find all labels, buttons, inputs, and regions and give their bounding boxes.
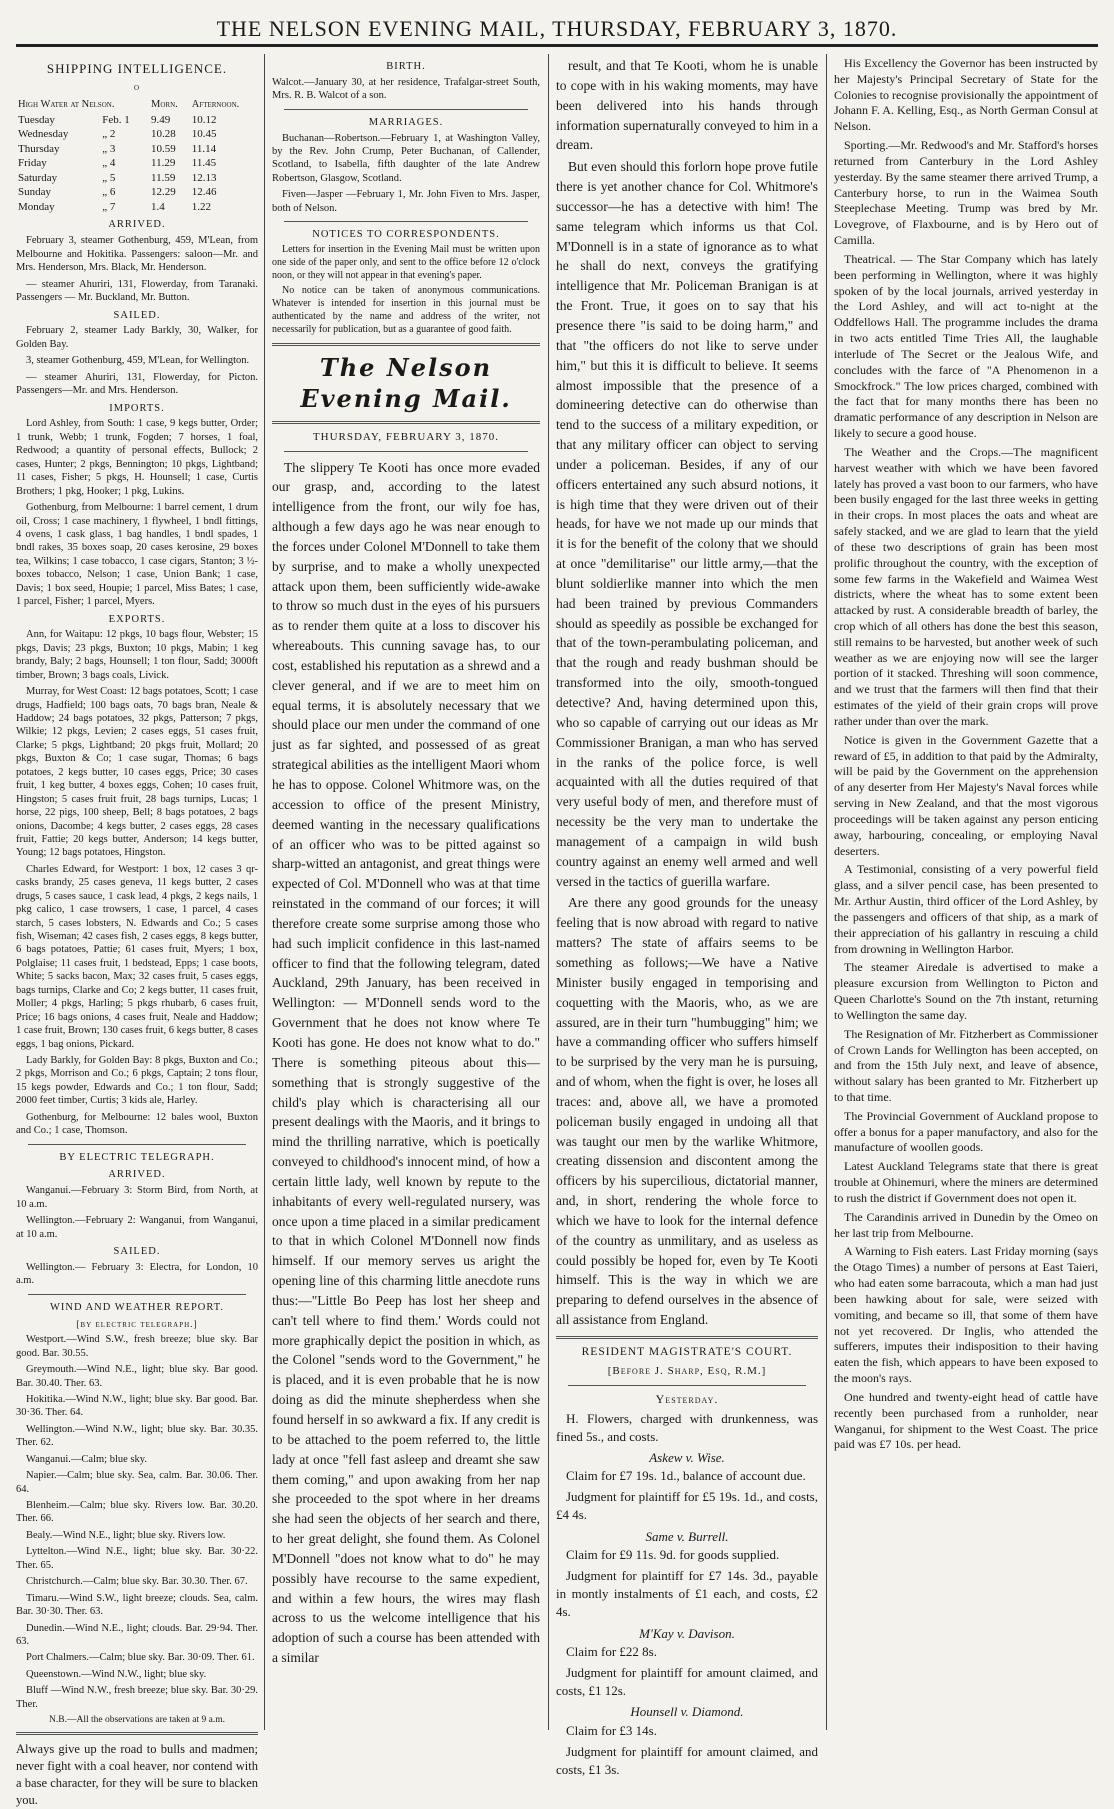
tide-cell: „ 3	[102, 142, 116, 155]
paragraph: Judgment for plaintiff for amount claimed, and costs, £1 3s.	[556, 1743, 818, 1777]
paragraph: A Warning to Fish eaters. Last Friday morning (says the Otago Times) a number of persons at East Taieri, who had eaten some barracouta, which a man had just been hawking about for sale, were seized with vomiting, and became so ill, that some of them have not yet recovered. Dr Inglis, who attended the sufferers, imputes their indisposition to their having eaten the fish, which appears to have been exposed to the moon's rays.	[834, 1244, 1098, 1386]
paragraph: But even should this forlorn hope prove futile there is yet another chance for Col. Whitmore's successor—he has a detective with him! The same telegram which informs us that Col. M'Donnell is in a state of ignorance as to what he shall do next, conveys the gratifying intelligence that Mr. Policeman Branigan is at the Front. True, it goes on to say that his presence there "is said to be doing harm," and that "the officers do not like to serve under him," but this it is difficult to believe. It seems almost impossible that the presence of a domineering detective can do otherwise than tend to the success of a military expedition, or that any military officer can object to serving under a policeman. Besides, if any of our officers entertained any such absurd notions, it is high time that they were driven out of their heads, for have we not made up our minds that it is for the benefit of the colony that we should at once "demilitarise" our little army,—that the blunt soldierlike manner into which the men had been trained by previous Commanders should as speedily as possible be exchanged for that of the town-perambulating policeman, and that the rough and ready bushman should be transformed into the oily, smooth-tongued detective? And, having determined upon this, who so capable of carrying out our ideas as Mr Commissioner Branigan, a man who has served in the ranks of the police force, is well acquainted with all the duties required of that very useful body of men, and therefore must of necessity be the very man to undertake the management of a campaign in wild bush country against an enemy well armed and well versed in the tactics of guerilla warfare.	[556, 159, 818, 889]
tide-cell: 9.49	[151, 113, 171, 126]
court-heading: RESIDENT MAGISTRATE'S COURT.	[581, 1346, 793, 1358]
tide-cell: Monday	[18, 200, 55, 213]
paragraph: Dunedin.—Wind N.E., light; clouds. Bar. 29·94. Ther. 63.	[16, 1622, 258, 1647]
paragraph: Latest Auckland Telegrams state that there is great trouble at Ohinemuri, where the miners are determined to rush the district if Government does not open it.	[834, 1159, 1098, 1205]
paragraph: Judgment for plaintiff for amount claimed, and costs, £1 12s.	[556, 1664, 818, 1699]
paragraph: Claim for £22 8s.	[566, 1643, 657, 1659]
weather-note: N.B.—All the observations are taken at 9 a.m.	[49, 1715, 225, 1726]
tide-header-morn: Morn.	[151, 99, 178, 111]
paragraph: Hokitika.—Wind N.W., light; blue sky. Bar good. Bar. 30·36. Ther. 64.	[16, 1393, 258, 1419]
paragraph: Claim for £9 11s. 9d. for goods supplied.	[566, 1546, 780, 1562]
telegraph-sailed-heading: SAILED.	[113, 1246, 161, 1258]
paragraph: Bealy.—Wind N.E., light; blue sky. Rivers low.	[26, 1529, 226, 1541]
masthead	[0, 0, 1114, 46]
tide-body	[16, 113, 258, 215]
leader-column	[556, 56, 818, 1777]
weather-list	[16, 1333, 258, 1711]
tide-row	[16, 185, 258, 200]
tide-cell: „ 2	[102, 128, 116, 141]
tide-cell: 10.45	[191, 128, 217, 141]
tide-row	[16, 113, 258, 128]
section-rule	[556, 1336, 818, 1339]
exports-heading: EXPORTS.	[108, 613, 166, 625]
paragraph: The Resignation of Mr. Fitzherbert as Commissioner of Crown Lands for Wellington has been accepted, on and from the 15th July next, and leave of absence, without salary has been granted to Mr. Fitzherbert up to that time.	[834, 1026, 1098, 1104]
paragraph: Westport.—Wind S.W., fresh breeze; blue sky. Bar good. Bar. 30.55.	[16, 1334, 258, 1359]
imports-list	[16, 417, 258, 608]
tide-cell: 1.4	[151, 200, 165, 213]
weather-subheading: [by electric telegraph.]	[76, 1319, 198, 1330]
paragraph: Wellington.—Wind N.W., light; blue sky. Bar. 30.35. Ther. 62.	[16, 1423, 258, 1449]
notices-column	[272, 56, 540, 1726]
section-rule	[28, 1144, 246, 1145]
section-rule	[284, 451, 528, 452]
paragraph: One hundred and twenty-eight head of cattle have recently been purchased from a runholder, near Wanganui, for shipment to the West Coast. The price paid was £7 10s. per head.	[834, 1389, 1098, 1452]
tide-cell: Saturday	[18, 171, 58, 184]
tide-cell: „ 4	[102, 157, 116, 170]
sailed-list	[16, 324, 258, 397]
correspondents-heading: NOTICES TO CORRESPONDENTS.	[312, 229, 500, 241]
tide-row	[16, 200, 258, 215]
paragraph: Greymouth.—Wind N.E., light; blue sky. Bar good. Bar. 30.40. Ther. 63.	[16, 1364, 258, 1389]
tide-cell: 11.59	[151, 171, 176, 184]
paragraph: Claim for £3 14s.	[566, 1722, 657, 1738]
paragraph: result, and that Te Kooti, whom he is unable to cope with in his waking moments, may have been delivered into his hands through information supernaturally conveyed to him in a dream.	[556, 58, 818, 153]
tide-header-afternoon: Afternoon.	[191, 99, 240, 111]
tide-cell: Wednesday	[18, 128, 69, 141]
tide-table	[16, 97, 258, 214]
paragraph: Port Chalmers.—Calm; blue sky. Bar. 30·09. Ther. 61.	[26, 1652, 255, 1664]
paragraph: A Testimonial, consisting of a very powerful field glass, and a silver pencil case, has been presented to Mr. Arthur Austin, third officer of the Lord Ashley, by the passengers and officers of that ship, as a mark of their appreciation of his gallantry in rescuing a child from drowning in Wellington Harbor.	[834, 862, 1098, 956]
section-rule	[272, 421, 540, 424]
paragraph: Lord Ashley, from South: 1 case, 9 kegs butter, Order; 1 trunk, Webb; 1 trunk, Fogden; 7 horses, 1 foal, Redwood; a quantity of personal effects, Bullock; 2 cases, Hunter; 2 pkgs, Bennington; 10 pkgs, Lightband; 11 cases, Fisher; 5 pkgs, H. Hounsell; 1 case, Curtis Brothers; 1 pkg, Hooker; 1 pkg, Lukins.	[16, 418, 258, 497]
paragraph: Are there any good grounds for the uneasy feeling that is now abroad with regard to native matters? The state of affairs seems to be something as follows;—We have a Native Minister busily engaged in temporising and coquetting with the Maoris, who, as we are assured, are in their turn "humbugging" him; we have a commanding officer who suffers himself to be surprised by the very man he is pursuing, and of whom, when the fight is over, he loses all traces: and, above all, we have a promoted policeman busily engaged in undoing all that was taught our men by the warlike Whitmore, creating dissension and discontent among the officers by his supercilious, dictatorial manner, and, in short, rendering the whole force to which we have to look for the internal defence of the country as unmilitary, and as useless as could possibly be hoped for, even by Te Kooti himself. This is the way in which we are preparing to defend ourselves in the absence of all assistance from England.	[556, 895, 818, 1328]
paragraph: Judgment for plaintiff for £7 14s. 3d., payable in montly instalments of £1 each, and costs, £2 4s.	[556, 1568, 818, 1620]
nameplate: The Nelson Evening Mail.	[300, 352, 512, 414]
tide-cell: 11.14	[191, 142, 217, 155]
court-body	[556, 1410, 818, 1780]
tide-cell: 12.13	[191, 171, 217, 184]
masthead-rule	[16, 44, 1098, 47]
tide-cell: 10.28	[151, 128, 176, 141]
paragraph: Wanganui.—Calm; blue sky.	[26, 1453, 147, 1465]
telegraph-arrived-list	[16, 1184, 258, 1241]
paragraph: H. Flowers, charged with drunkenness, was fined 5s., and costs.	[556, 1410, 818, 1444]
court-case-title: Askew v. Wise.	[649, 1449, 725, 1465]
tide-row	[16, 127, 258, 142]
paragraph: The Carandinis arrived in Dunedin by the Omeo on her last trip from Melbourne.	[834, 1209, 1098, 1240]
local-news-column	[834, 56, 1098, 1726]
paragraph: 3, steamer Gothenburg, 459, M'Lean, for Wellington.	[26, 355, 250, 367]
telegraph-heading: BY ELECTRIC TELEGRAPH.	[59, 1151, 215, 1163]
tide-cell: 1.22	[191, 200, 211, 213]
paragraph: His Excellency the Governor has been instructed by her Majesty's Principal Secretary of State for the Colonies to recognise provisionally the appointment of Johann F. A. Kelling, Esq., as North German Consul at Nelson.	[834, 56, 1098, 134]
tide-cell: Thursday	[18, 142, 60, 155]
paragraph: Christchurch.—Calm; blue sky. Bar. 30.30. Ther. 67.	[26, 1576, 248, 1588]
paragraph: Murray, for West Coast: 12 bags potatoes, Scott; 1 case drugs, Hadfield; 100 bags oats, 70 bags bran, Neale & Haddow; 24 bags potatoes, 32 pkgs, Patterson; 7 pkgs, Wilkie; 12 pkgs, Levien; 2 cases eggs, 51 cases fruit, Clarke; 5 pkgs, Lightband; 20 pkgs fruit, Mollard; 20 pkgs, Buxton & Co; 1 case sugar, Thomas; 6 bags potatoes, 2 kegs butter, 10 cases eggs, Price; 30 cases fruit, 1 keg butter, 4 boxes eggs, Cohen; 10 cases fruit, Hingston; 5 cases fruit fruit, 28 bags turnips, Lucas; 1 horse, 22 pigs, 100 sheep, Bell; 8 bags potatoes, 2 bags onions, Dacombe; 4 kegs butter, 2 cases eggs, 28 cases fruit, Fattie; 20 kegs butter, Anderson; 14 kegs butter, Young; 12 bags potatoes, Hingston.	[16, 686, 258, 859]
paragraph: Wanganui.—February 3: Storm Bird, from North, at 10 a.m.	[16, 1185, 258, 1210]
shipping-heading: SHIPPING INTELLIGENCE.	[46, 61, 228, 76]
tide-cell: „ 6	[102, 186, 116, 199]
correspondents-list	[272, 244, 540, 337]
paragraph: The slippery Te Kooti has once more evaded our grasp, and, according to the latest intelligence from the front, our wily foe has, although a few days ago he was near enough to the forces under Colonel M'Donnell to take them by surprise, and to make a wholly unexpected attack upon them, been sufficiently wide-awake to throw so much dust in the eyes of his pursuers as to render them quite at a loss to discover his whereabouts. This cunning savage has, to our cost, established his reputation as a shrewd and a clever general, and if we are to meet him on equal terms, it is absolutely necessary that we should place our men under the command of one just as far sighted, and possessed of as great strategical abilities as the intelligent Maori whom he has to oppose. Colonel Whitmore was, on the accession to office of the present Ministry, deemed wanting in the necessary qualifications of an officer who was to be pitted against so sharp-witted an antagonist, and great things were expected of Col. M'Donnell who was at that time reinstated in the command of our forces; it will therefore create some surprise among those who had such implicit confidence in this last-named officer to find that the following telegram, dated Auckland, 29th January, has been received in Wellington: — M'Donnell sends word to the Government that he does not know where Te Kooti has gone. He does not know what to do." There is something piteous about this—something that is strongly suggestive of the child's play which is characterising all our present dealings with the Maoris, and it brings to mind the thrilling narrative, which is poetically conveyed to childhood's innocent mind, of how a certain little lady, well known by repute to the inhabitants of every well-regulated nursery, was once upon a time placed in a similar predicament to that in which Colonel M'Donnell now finds himself. If our memory serves us aright the opening line of this charming little anecdote runs thus:—"Little Bo Peep has lost her sheep and can't tell where to find them.' Words could not more graphically depict the position in which, as the Colonel "sends word to the Government," he is placed, and it is even probable that he is now doing as did the minute shepherdess when she found herself in so awkward a fix. If any credit is to be attached to the poem referred to, the little lady at once "fell fast asleep and dreamt she saw them coming," and upon awaking from her nap she proceeded to the spot where in her dreams she had seen the objects of her search and there, to her great delight, she found them. As Colonel M'Donnell "does not know what to do" he may possibly have recourse to the same expedient, and within a few hours, the wires may flash across to us the welcome intelligence that his adoption of such a course has been attended with a similar	[272, 459, 540, 1666]
paragraph: Charles Edward, for Westport: 1 box, 12 cases 3 qr-casks brandy, 25 cases geneva, 11 kegs butter, 2 cases drugs, 5 cases sauce, 1 cask lead, 4 pkgs, 2 kegs nails, 1 pkg calico, 1 case trowsers, 1 case, 1 parcel, 4 cases starch, 5 cases lobsters, N. Edwards and Co.; 5 cases fish, Wiseman; 42 cases fish, 2 cases eggs, 8 kegs butter, 6 bags potatoes, Pattie; 61 cases fruit, Myers; 1 box, Polglaise; 11 cases fruit, 1 bedstead, Epps; 1 case boots, White; 5 sacks bacon, Max; 32 cases fruit, 5 cases eggs, bags turnips, Clarke and Co; 2 kegs butter, 11 cases fruit, Moller; 4 pkgs, Harling; 5 pkgs rhubarb, 6 cases fruit, Price; 16 bags onions, 4 cases fruit, Neale and Haddow; 1 case fruit, Brown; 130 cases fruit, 6 kegs butter, 8 cases eggs, 1 bag onions, Pickard.	[16, 863, 258, 1050]
imports-heading: IMPORTS.	[109, 402, 165, 414]
marriages-heading: MARRIAGES.	[368, 116, 444, 128]
section-rule	[284, 221, 528, 222]
section-rule	[568, 1385, 806, 1386]
paragraph: Theatrical. — The Star Company which has lately been performing in Wellington, where it was highly spoken of by the local journals, arrived yesterday in the Lord Ashley, and will act to-night at the Oddfellows Hall. The programme includes the drama in two acts entitled Time Tries All, the laughable interlude of The Secret or the Jealous Wife, and concludes with the farce of "A Phenomenon in a Smockfrock." The low prices charged, combined with the fact that for many months there has been no dramatic performance of any description in Nelson are likely to secure a good house.	[834, 251, 1098, 441]
leader-part-1	[272, 458, 540, 1668]
paragraph: The Provincial Government of Auckland propose to offer a bonus for a paper manufactory, and also for the manufacture of woollen goods.	[834, 1108, 1098, 1155]
paragraph: Wellington.—February 2: Wanganui, from Wanganui, at 10 a.m.	[16, 1215, 258, 1240]
tide-row	[16, 171, 258, 186]
paragraph: Lyttelton.—Wind N.E., light; blue sky. Bar. 30·22. Ther. 65.	[16, 1546, 258, 1571]
paragraph: Bluff —Wind N.W., fresh breeze; blue sky. Bar. 30·29. Ther.	[16, 1685, 258, 1710]
shipping-divider: o	[133, 82, 141, 94]
masthead-title: THE NELSON EVENING MAIL, THURSDAY, FEBRUARY 3, 1870.	[216, 16, 898, 41]
tide-cell: 10.12	[191, 113, 217, 126]
paragraph: February 3, steamer Gothenburg, 459, M'Lean, from Melbourne and Hokitika. Passengers: saloon—Mr. and Mrs. Henderson, Mrs. Black, Mr. Henderson.	[16, 235, 258, 274]
arrived-heading: ARRIVED.	[108, 219, 166, 231]
paragraph: Fiven—Jasper —February 1, Mr. John Fiven to Mrs. Jasper, both of Nelson.	[272, 189, 540, 214]
paragraph: The steamer Airedale is advertised to make a pleasure excursion from Wellington to Picton and Queen Charlotte's Sound on the 7th instant, returning to Wellington the same day.	[834, 960, 1098, 1022]
local-news-list	[834, 56, 1098, 1453]
paragraph: Wellington.— February 3: Electra, for London, 10 a.m.	[16, 1261, 258, 1287]
paragraph: February 2, steamer Lady Barkly, 30, Walker, for Golden Bay.	[16, 325, 258, 350]
leader-date: THURSDAY, FEBRUARY 3, 1870.	[312, 431, 500, 443]
paragraph: Lady Barkly, for Golden Bay: 8 pkgs, Buxton and Co.; 2 pkgs, Morrison and Co.; 6 pkgs, Captain; 2 tons flour, 15 kegs powder, Edwards and Co.; 1 ton flour, Sadd; 2000 feet timber, Curtis; 3 kids ale, Harley.	[16, 1054, 258, 1107]
paragraph: Gothenburg, for Melbourne: 12 bales wool, Buxton and Co.; 1 case, Thomson.	[16, 1111, 258, 1137]
paragraph: Notice is given in the Government Gazette that a reward of £5, in addition to that paid by the Admiralty, will be paid by the Government on the apprehension of any deserter from Her Majesty's Naval forces while serving in New Zealand, and that the most vigorous proceedings will be taken against any person enticing away, harbouring, concealing, or employing Naval deserters.	[834, 732, 1098, 858]
tide-cell: Tuesday	[18, 113, 55, 126]
sailed-heading: SAILED.	[113, 309, 161, 321]
section-rule	[272, 343, 540, 346]
paragraph: Gothenburg, from Melbourne: 1 barrel cement, 1 drum oil, Cross; 1 case machinery, 1 flywheel, 1 bndl fittings, 4 ovens, 1 cask glass, 1 bag handles, 1 bndl spades, 1 bndl rakes, 35 boxes soap, 20 cases kerosine, 29 boxes tea, Wilkins; 1 case tobacco, 1 case cigars, Stanton; 3 ½-boxes tobacco, Nelson; 1 case, Union Bank; 1 case, Davis; 1 box seed, Houpie; 1 parcel, Miss Bates; 1 case, 1 parcel, Fisher; 1 parcel, Myers.	[16, 502, 258, 608]
tide-cell: Feb. 1	[102, 113, 130, 126]
tide-row	[16, 156, 258, 171]
paragraph: Letters for insertion in the Evening Mail must be written upon one side of the paper only, and sent to the office before 12 o'clock noon, or they will not appear in that evening's paper.	[272, 244, 540, 281]
section-rule	[28, 1294, 246, 1295]
paragraph: — steamer Ahuriri, 131, Flowerday, for Picton. Passengers—Mr. and Mrs. Henderson.	[16, 371, 258, 397]
birth-heading: BIRTH.	[386, 61, 426, 72]
paragraph: Timaru.—Wind S.W., light breeze; clouds. Sea, calm. Bar. 30·30. Ther. 63.	[16, 1592, 258, 1618]
shipping-column	[16, 56, 258, 1807]
paragraph: Ann, for Waitapu: 12 pkgs, 10 bags flour, Webster; 15 pkgs, Davis; 23 pkgs, Buxton; 10 pkgs, Mabin; 1 keg brandy, Baly; 2 bags, Hounsell; 1 ton flour, Sadd; 3000ft timber, Brown; 3 bags coals, Livick.	[16, 629, 258, 681]
court-case-title: M'Kay v. Davison.	[639, 1625, 735, 1641]
paragraph: Buchanan—Robertson.—February 1, at Washington Valley, by the Rev. John Crump, Peter Buchanan, of Callender, Scotland, to Isabella, fifth daughter of the late Andrew Robertson, Glasgow, Scotland.	[272, 132, 540, 184]
tide-cell: „ 5	[102, 171, 116, 184]
paragraph: — steamer Ahuriri, 131, Flowerday, from Taranaki. Passengers — Mr. Buckland, Mr. Button.	[16, 278, 258, 304]
paragraph: No notice can be taken of anonymous communications. Whatever is intended for insertion in this journal must be authenticated by the name and address of the writer, not necessarily for publication, but as a guarantee of good faith.	[272, 285, 540, 335]
always-paragraph: Always give up the road to bulls and madmen; never fight with a coal heaver, nor contend with a base character, for they will be sure to blacken you.	[16, 1742, 258, 1807]
exports-list	[16, 628, 258, 1137]
tide-header-row	[16, 97, 258, 113]
tide-header-place: High Water at Nelson.	[18, 99, 115, 111]
arrived-list	[16, 234, 258, 304]
tide-cell: 11.29	[151, 157, 176, 170]
tide-cell: 10.59	[151, 142, 176, 155]
paragraph: Claim for £7 19s. 1d., balance of account due.	[566, 1468, 806, 1484]
leader-part-2	[556, 56, 818, 1330]
court-before: [Before J. Sharp, Esq, R.M.]	[607, 1365, 767, 1378]
paragraph: Queenstown.—Wind N.W., light; blue sky.	[26, 1668, 207, 1680]
section-rule	[284, 109, 528, 110]
telegraph-sailed-list	[16, 1261, 258, 1288]
tide-row	[16, 142, 258, 157]
paragraph: The Weather and the Crops.—The magnificent harvest weather with which we have been favored lately has proved a vast boon to our farmers, who have been busily engaged for the last three weeks in getting in their crops. In most places the oats and wheat are safely stacked, and we are glad to learn that the yield of these two descriptions of grain has been most prolific throughout the country, with the exception of some few farms in the Wakefield and Waimea West districts, where the wheat has to some extent been attacked by rust. A considerable breadth of barley, the crop which of all others has done the best this season, still remains to be harvested, but another week of such weather as we are enjoying now will see the larger portion of it stacked. Threshing will soon commence, and we trust that the farmers will then find that their estimates of the yield of their grain crops will prove rather under than over the mark.	[834, 444, 1098, 728]
court-case-title: Same v. Burrell.	[645, 1528, 729, 1544]
tide-cell: Sunday	[18, 186, 51, 199]
tide-cell: Friday	[18, 157, 47, 170]
tide-cell: 12.46	[191, 186, 217, 199]
column-divider	[826, 54, 827, 1730]
tide-cell: „ 7	[102, 200, 116, 213]
birth-text: Walcot.—January 30, at her residence, Trafalgar-street South, Mrs. R. B. Walcot of a son.	[272, 76, 540, 102]
marriages-list	[272, 132, 540, 216]
paragraph: Napier.—Calm; blue sky. Sea, calm. Bar. 30.06. Ther. 64.	[16, 1470, 258, 1495]
paragraph: Sporting.—Mr. Redwood's and Mr. Stafford's horses returned from Canterbury in the Lord Ashley yesterday. By the same steamer there arrived Trump, a Canterbury horse, to run in the Waimea South Steeplechase Meeting. Trump was bred by Mr. Lovegrove, of Flaxbourne, and is by Hero out of Camilla.	[834, 138, 1098, 248]
tide-cell: 12.29	[151, 186, 176, 199]
paragraph: Judgment for plaintiff for £5 19s. 1d., and costs, £4 4s.	[556, 1489, 818, 1523]
column-divider	[548, 54, 549, 1730]
paragraph: Blenheim.—Calm; blue sky. Rivers low. Bar. 30.20. Ther. 66.	[16, 1500, 258, 1525]
court-day: Yesterday.	[655, 1391, 719, 1406]
court-case-title: Hounsell v. Diamond.	[630, 1704, 744, 1720]
tide-cell: 11.45	[191, 157, 217, 170]
column-divider	[264, 54, 265, 1730]
weather-heading: WIND AND WEATHER REPORT.	[49, 1301, 225, 1313]
telegraph-arrived-heading: ARRIVED.	[108, 1169, 166, 1181]
section-rule	[16, 1732, 258, 1735]
